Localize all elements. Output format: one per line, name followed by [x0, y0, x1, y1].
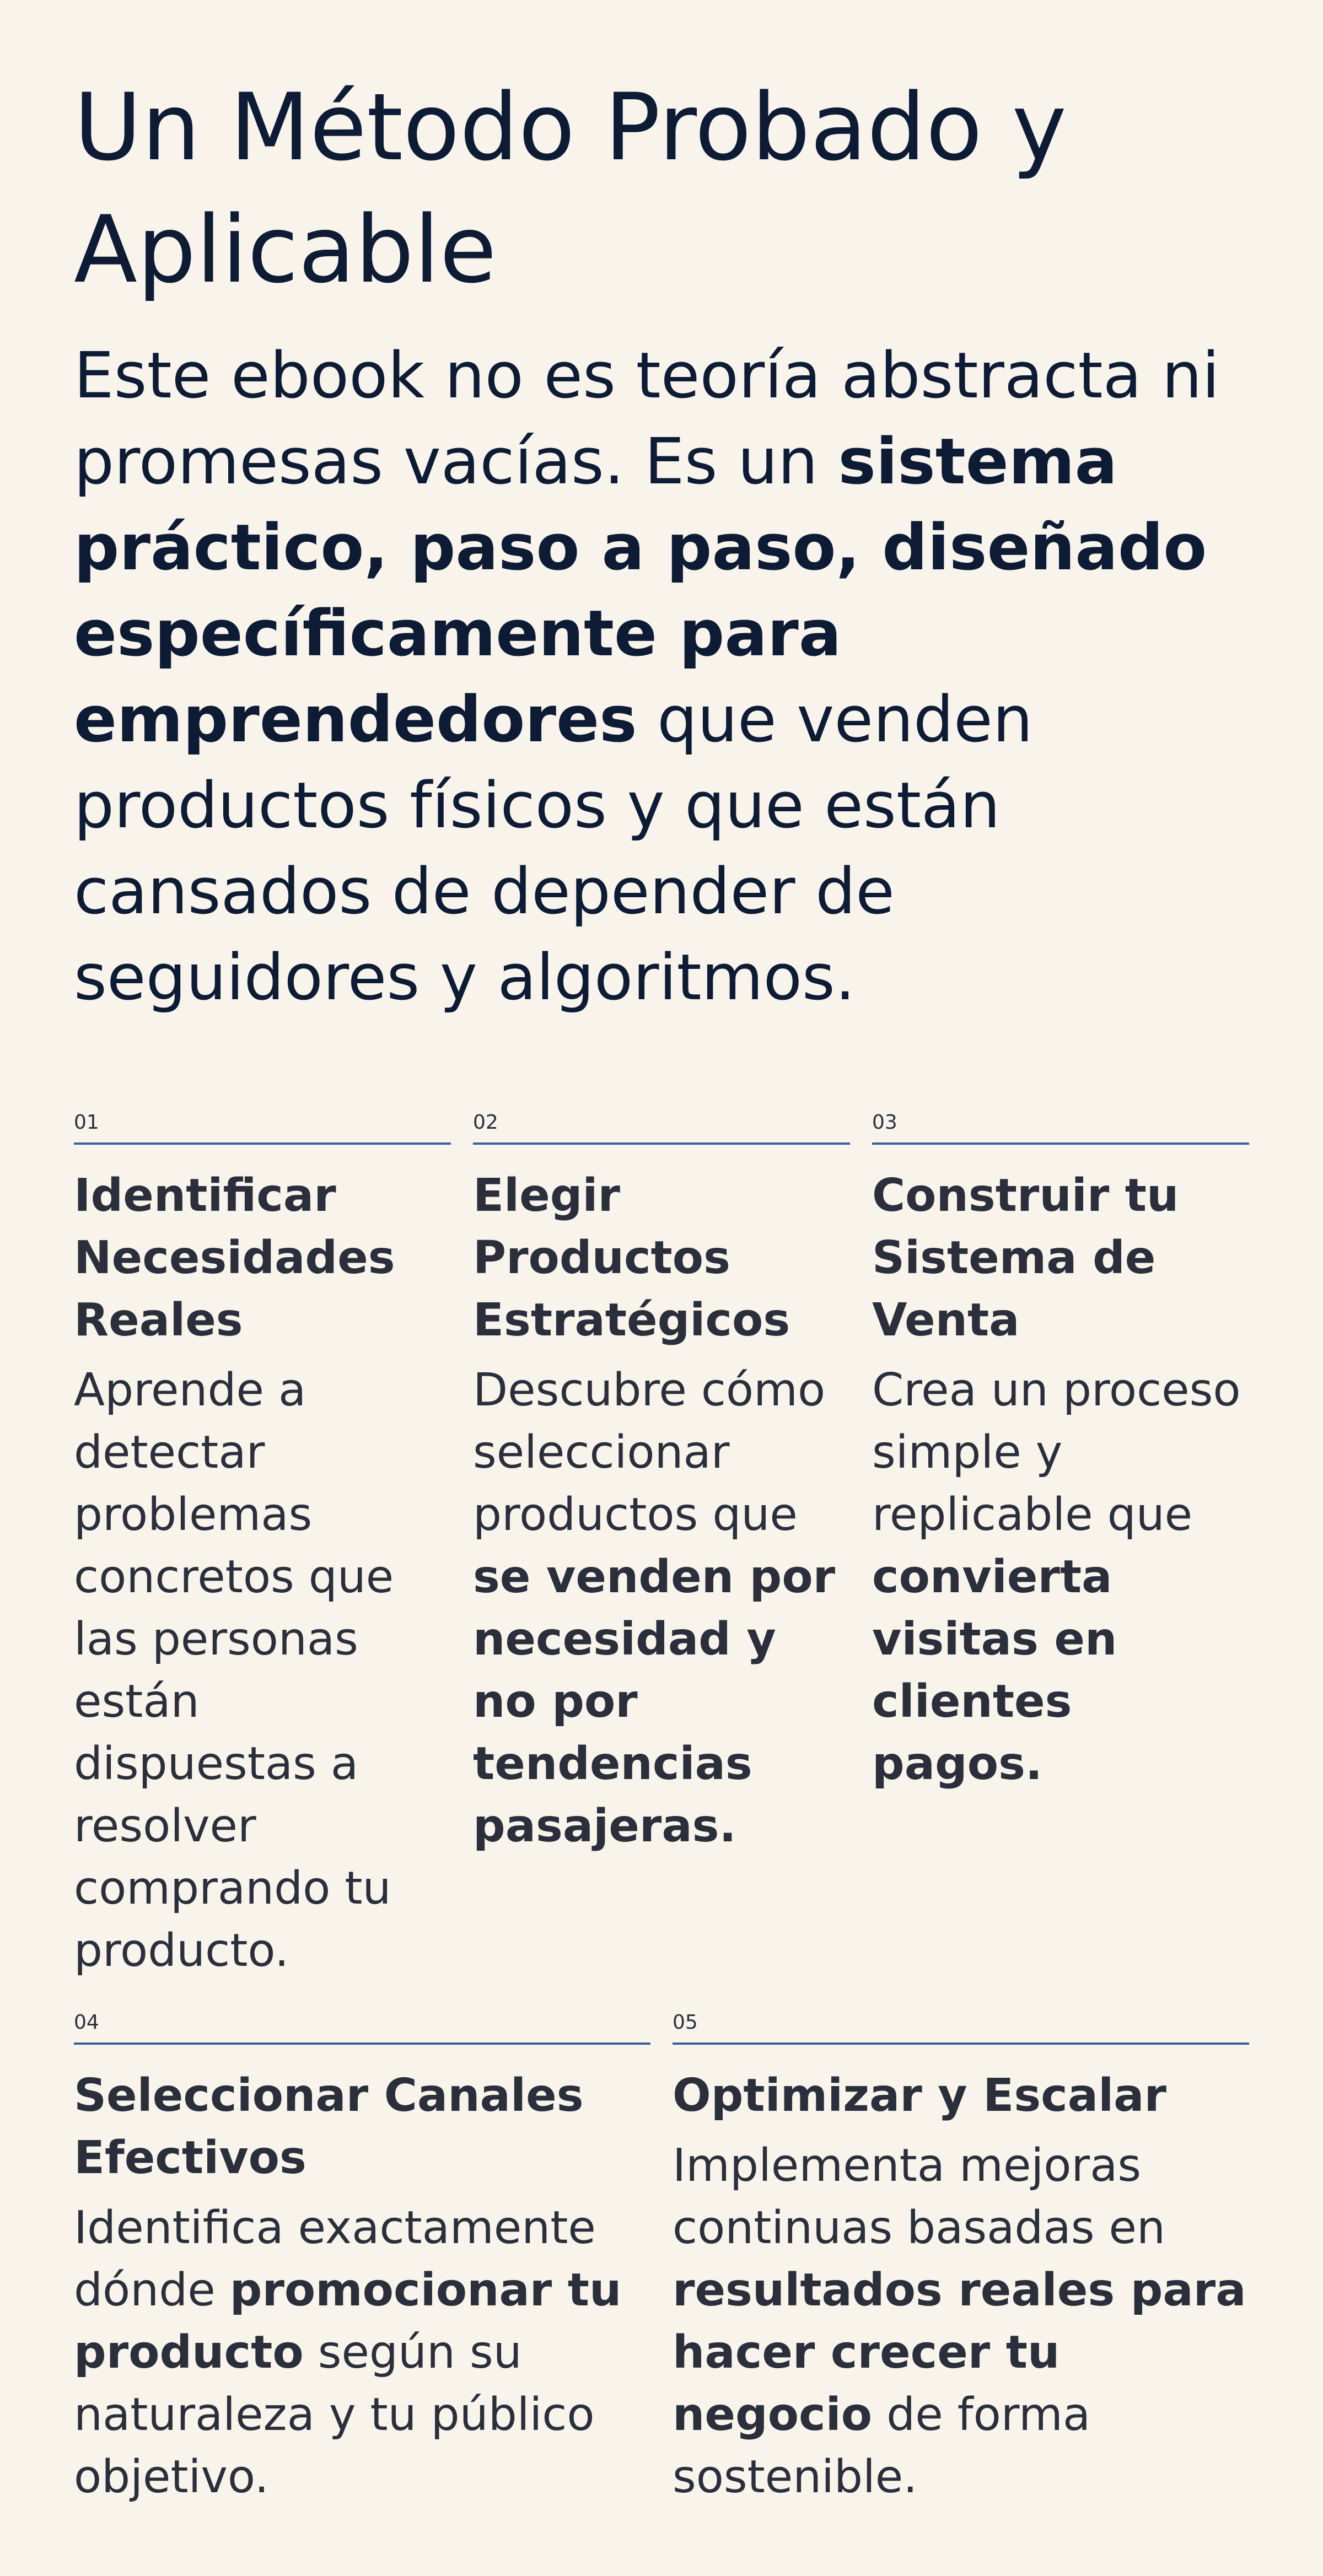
step-card-4 — [74, 2011, 650, 2508]
step-description — [473, 1359, 850, 1857]
steps-row-2 — [74, 2011, 1249, 2508]
step-text-highlight: resultados reales para hacer crecer tu negocio — [673, 2264, 1246, 2441]
page-title: Un Método Probado y Aplicable — [74, 73, 1067, 304]
step-number: 03 — [872, 1111, 1249, 1145]
step-title: Elegir Productos Estratégicos — [473, 1170, 790, 1346]
step-text: Aprende a detectar problemas concretos que las personas están dispuestas a resolver comprando tu producto. — [74, 1364, 394, 1977]
steps-row-1 — [74, 1111, 1249, 1982]
step-number: 02 — [473, 1111, 850, 1145]
step-card-1 — [74, 1111, 451, 1982]
intro-text-highlight: sistema práctico, paso a paso, diseñado específicamente para emprendedores — [74, 425, 1207, 757]
step-description — [74, 2197, 650, 2508]
step-card-2 — [473, 1111, 850, 1982]
step-title: Identificar Necesidades Reales — [74, 1170, 395, 1346]
step-text: Crea un proceso simple y replicable que — [872, 1364, 1241, 1541]
step-text-highlight: promocionar tu producto — [74, 2264, 622, 2379]
step-text-end: de forma sostenible. — [673, 2389, 1091, 2503]
step-description — [872, 1359, 1249, 1795]
intro-text-start: Este ebook no es teoría abstracta ni promesas vacías. Es un — [74, 339, 1220, 499]
step-text-highlight: convierta visitas en clientes pagos. — [872, 1551, 1117, 1790]
step-title: Optimizar y Escalar — [673, 2070, 1166, 2122]
intro-paragraph — [74, 333, 1249, 1021]
step-text-end: según su naturaleza y tu público objetivo. — [74, 2326, 595, 2503]
intro-text-end: que venden productos físicos y que están cansados de depender de seguidores y algoritmos. — [74, 683, 1033, 1015]
step-title: Construir tu Sistema de Venta — [872, 1170, 1179, 1346]
step-number: 01 — [74, 1111, 451, 1145]
step-description — [74, 1359, 451, 1982]
step-text-highlight: se venden por necesidad y no por tendencias pasajeras. — [473, 1551, 836, 1852]
step-card-5 — [673, 2011, 1249, 2508]
step-number: 04 — [74, 2011, 650, 2045]
step-title: Seleccionar Canales Efectivos — [74, 2070, 584, 2184]
step-text: Descubre cómo seleccionar productos que — [473, 1364, 826, 1541]
step-text: Identifica exactamente dónde — [74, 2202, 596, 2316]
step-text: Implementa mejoras continuas basadas en — [673, 2140, 1165, 2254]
step-card-3 — [872, 1111, 1249, 1982]
step-description — [673, 2135, 1249, 2508]
step-number: 05 — [673, 2011, 1249, 2045]
